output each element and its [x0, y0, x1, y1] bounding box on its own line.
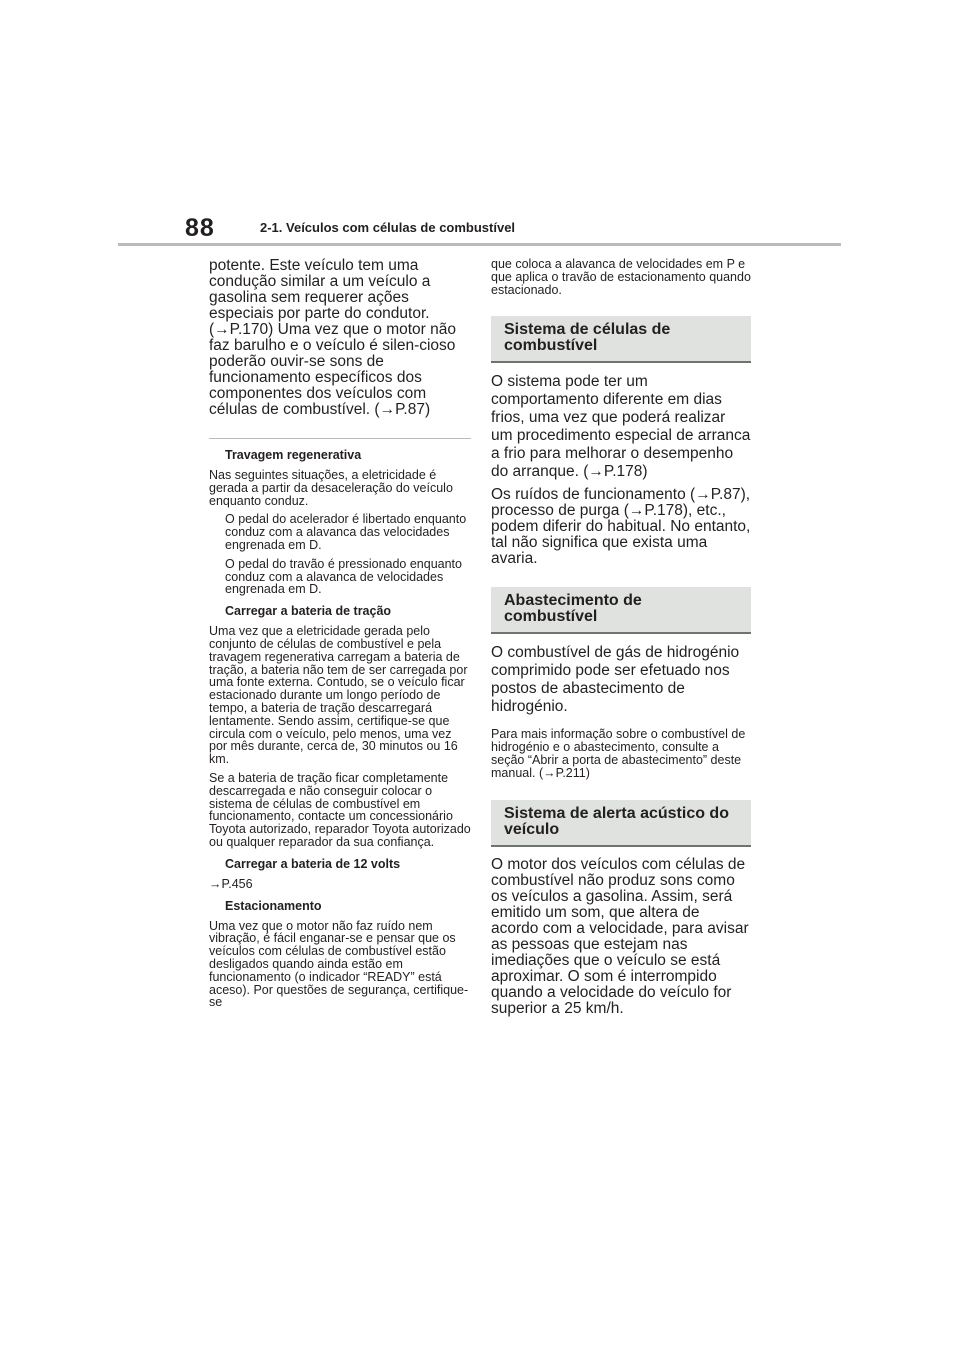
regen-item-2: O pedal do travão é pressionado enquanto conduz com a alavanca de velocidades engrenada em D. [225, 556, 462, 597]
charge-text-2: Se a bateria de tração ficar completamente descarregada e não conseguir colocar o sistema de células de combustível em funcionamento, contacte um concessionário Toyota autorizado, reparador Toyota autorizado ou qualquer reparador da sua confiança. [209, 770, 471, 849]
parking-title: Estacionamento [225, 898, 322, 913]
refueling-paragraph-2: Para mais informação sobre o combustível de hidrogénio e o abastecimento, consulte a seção “Abrir a porta de abastecimento” deste manual. (→P.211) [491, 727, 746, 780]
battery12-ref: →P.456 [209, 876, 253, 891]
charge-title: Carregar a bateria de tração [225, 604, 392, 619]
regen-text: Nas seguintes situações, a eletricidade é gerada a partir da desaceleração do veículo enquanto conduz. [209, 468, 453, 508]
fuel-cell-paragraph-2: Os ruídos de funcionamento (→P.87), processo de purga (→P.178), etc., podem diferir do habitual. No entanto, tal não significa que exista uma avaria. [491, 486, 751, 568]
battery12-title: Carregar a bateria de 12 volts [225, 856, 401, 871]
left-column [209, 258, 471, 1009]
header-rule [118, 243, 841, 246]
continued-text: que coloca a alavanca de velocidades em P e que aplica o travão de estacionamento quando estacionado. [491, 257, 751, 297]
refueling-heading: Abastecimento de combustível [491, 587, 751, 634]
acoustic-alert-heading: Sistema de alerta acústico do veículo [491, 800, 751, 847]
regen-item-1: O pedal do acelerador é libertado enquanto conduz com a alavanca das velocidades engrenada em D. [225, 512, 467, 552]
intro-paragraph: potente. Este veículo tem uma condução similar a um veículo a gasolina sem requerer ações especiais por parte do condutor. (→P.170) Uma vez que o motor não faz barulho e o veículo é silen-cioso poderão ouvir-se sons de funcionamento específicos dos componentes dos veículos com células de combustível. (→P.87) [209, 257, 456, 418]
charge-text-1: Uma vez que a eletricidade gerada pelo conjunto de células de combustível e pela travagem regenerativa carregam a bateria de tração, a bateria não tem de ser carregada por uma fonte externa. Contudo, se o veículo ficar estacionado durante um longo período de tempo, a bateria de tração descarregará lentamente. Sendo assim, certifique-se que circula com o veículo, pelo menos, uma vez por mês durante, cerca de, 30 minutos ou 16 km. [209, 624, 468, 767]
section-divider [209, 438, 471, 439]
parking-text: Uma vez que o motor não faz ruído nem vibração, é fácil enganar-se e pensar que os veículos com células de combustível estão desligados quando ainda estão em funcionamento (o indicador “READY” está aceso). Por questões de segurança, certifique-se [209, 918, 469, 1010]
regen-title: Travagem regenerativa [225, 448, 362, 462]
right-column [491, 258, 751, 1017]
fuel-cell-paragraph-1: O sistema pode ter um comportamento diferente em dias frios, uma vez que poderá realizar um procedimento especial de arranca a frio para melhorar o desempenho do arranque. (→P.178) [491, 373, 751, 481]
refueling-paragraph-1: O combustível de gás de hidrogénio comprimido pode ser efetuado nos postos de abastecimento de hidrogénio. [491, 644, 740, 716]
page-number: 88 [185, 214, 215, 242]
fuel-cell-system-heading: Sistema de células de combustível [491, 316, 751, 363]
section-header: 2-1. Veículos com células de combustível [260, 220, 516, 235]
acoustic-alert-paragraph: O motor dos veículos com células de combustível não produz sons como os veículos a gasolina. Assim, será emitido um som, que altera de acordo com a velocidade, para avisar as pessoas que estejam nas imediações que o veículo se está aproximar. O som é interrompido quando a velocidade do veículo for superior a 25 km/h. [491, 855, 749, 1017]
